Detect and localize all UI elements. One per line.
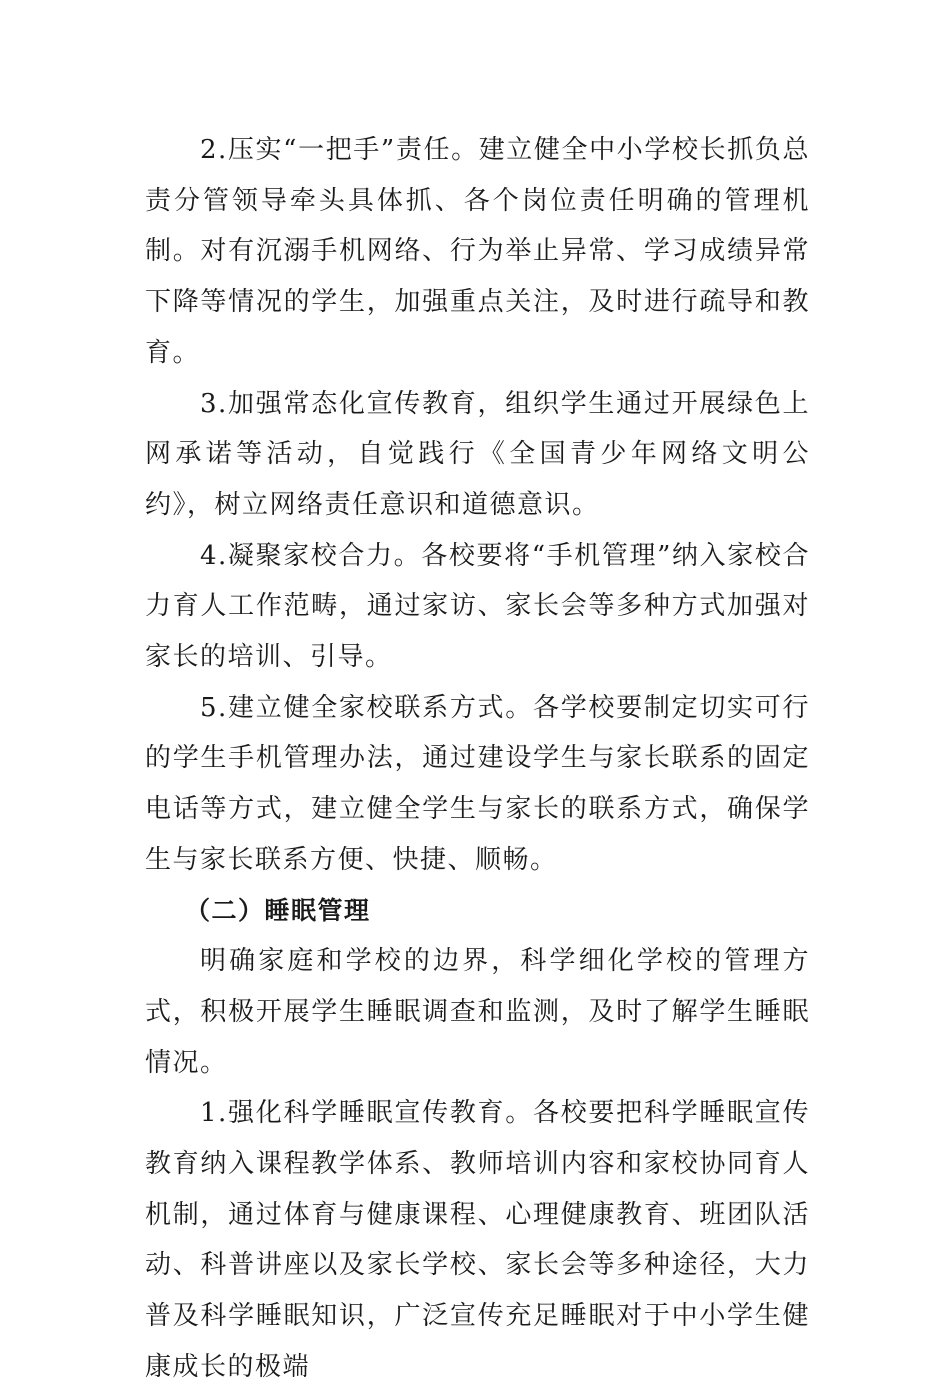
paragraph-home-school-cooperation: 4.凝聚家校合力。各校要将“手机管理”纳入家校合力育人工作范畴，通过家访、家长会等多种方式加强对家长的培训、引导。 [145,540,810,673]
document-body [145,125,810,1393]
paragraph-sleep-education: 1.强化科学睡眠宣传教育。各校要把科学睡眠宣传教育纳入课程教学体系、教师培训内容和家校协同育人机制，通过体育与健康课程、心理健康教育、班团队活动、科普讲座以及家长学校、家长会等多种途径，大力普及科学睡眠知识，广泛宣传充足睡眠对于中小学生健康成长的极端 [145,1098,810,1382]
paragraph-phone-responsibility: 2.压实“一把手”责任。建立健全中小学校长抓负总责分管领导牵头具体抓、各个岗位责任明确的管理机制。对有沉溺手机网络、行为举止异常、学习成绩异常下降等情况的学生，加强重点关注，及时进行疏导和教育。 [145,135,810,368]
paragraph-contact-methods: 5.建立健全家校联系方式。各学校要制定切实可行的学生手机管理办法，通过建设学生与家长联系的固定电话等方式，建立健全学生与家长的联系方式，确保学生与家长联系方便、快捷、顺畅。 [145,692,810,875]
section-heading-sleep-management: （二）睡眠管理 [185,895,371,925]
paragraph-sleep-intro: 明确家庭和学校的边界，科学细化学校的管理方式，积极开展学生睡眠调查和监测，及时了解学生睡眠情况。 [145,946,810,1078]
paragraph-publicity-education: 3.加强常态化宣传教育，组织学生通过开展绿色上网承诺等活动，自觉践行《全国青少年网络文明公约》，树立网络责任意识和道德意识。 [145,388,810,520]
